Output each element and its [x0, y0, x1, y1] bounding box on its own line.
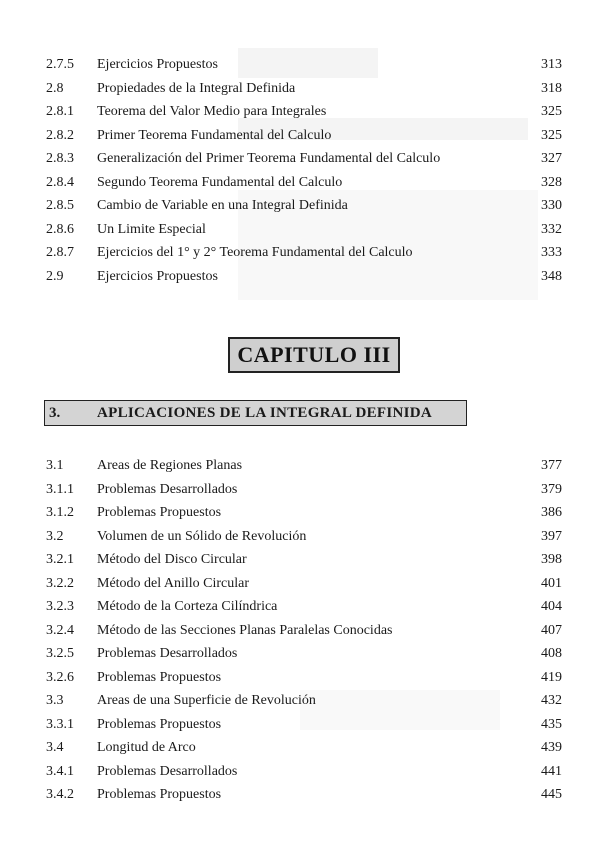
- toc-entry-page: 404: [541, 599, 562, 614]
- toc-entry: [0, 100, 600, 124]
- chapter-heading-box: [228, 337, 400, 373]
- section-title: APLICACIONES DE LA INTEGRAL DEFINIDA: [97, 404, 433, 421]
- toc-entry-title: Método de la Corteza Cilíndrica: [97, 599, 278, 614]
- toc-entry: [0, 454, 600, 478]
- toc-entry: [0, 548, 600, 572]
- toc-entry-title: Problemas Propuestos: [97, 669, 222, 685]
- toc-entry-page: 318: [541, 80, 562, 96]
- toc-entry-title: Segundo Teorema Fundamental del Calculo: [97, 174, 343, 190]
- toc-entry-number: 2.7.5: [46, 57, 74, 72]
- toc-entry-title: Generalización del Primer Teorema Fundamental del Calculo: [97, 151, 441, 166]
- toc-entry-title: Ejercicios del 1° y 2° Teorema Fundamental del Calculo: [97, 245, 413, 260]
- toc-entry-number: 3.3.1: [46, 716, 74, 732]
- chapter-heading: CAPITULO III: [237, 342, 391, 367]
- toc-entry-number: 3.2.6: [46, 669, 74, 685]
- toc-entry-number: 3.2.3: [46, 599, 74, 614]
- toc-entry-number: 2.8.2: [46, 127, 74, 143]
- toc-entry: [0, 171, 600, 195]
- toc-entry-page: 432: [541, 693, 562, 708]
- toc-entry-number: 2.8.1: [46, 104, 74, 119]
- toc-entry: [0, 218, 600, 242]
- toc-entry-title: Teorema del Valor Medio para Integrales: [97, 104, 327, 119]
- toc-entry: [0, 595, 600, 619]
- toc-entry: [0, 478, 600, 502]
- toc-entry-number: 3.1.1: [46, 481, 74, 497]
- toc-entry-number: 3.2: [46, 528, 64, 544]
- toc-entry-page: 435: [541, 716, 562, 732]
- toc-entry-number: 3.2.2: [46, 575, 74, 591]
- toc-entry: [0, 265, 600, 289]
- toc-entry-page: 397: [541, 528, 562, 544]
- toc-entry-page: 407: [541, 622, 562, 638]
- toc-entry-title: Problemas Desarrollados: [97, 646, 238, 661]
- toc-entry-page: 377: [541, 458, 562, 473]
- toc-entry-number: 3.2.5: [46, 646, 74, 661]
- toc-entry-number: 2.8.4: [46, 174, 74, 190]
- toc-entry-title: Ejercicios Propuestos: [97, 268, 218, 284]
- toc-entry-page: 330: [541, 198, 562, 213]
- toc-entry-title: Cambio de Variable en una Integral Definida: [97, 198, 348, 213]
- toc-entry-page: 325: [541, 127, 562, 143]
- toc-entry-number: 3.4.2: [46, 787, 74, 802]
- toc-entry-number: 3.2.4: [46, 622, 74, 638]
- toc-entry: [0, 525, 600, 549]
- toc-entry-title: Un Limite Especial: [97, 221, 206, 237]
- toc-entry-title: Propiedades de la Integral Definida: [97, 80, 296, 96]
- toc-entry-number: 3.4.1: [46, 763, 74, 779]
- toc-entry-page: 327: [541, 151, 562, 166]
- toc-entry-title: Método del Anillo Circular: [97, 575, 250, 591]
- toc-entry: [0, 77, 600, 101]
- toc-entry: [0, 713, 600, 737]
- toc-entry-page: 332: [541, 221, 562, 237]
- toc-entry: [0, 689, 600, 713]
- toc-entry-page: 441: [541, 763, 562, 779]
- toc-entry-title: Areas de Regiones Planas: [97, 458, 243, 473]
- toc-entry-number: 3.4: [46, 740, 64, 755]
- toc-entry-number: 3.1: [46, 458, 64, 473]
- toc-entry-page: 379: [541, 481, 562, 497]
- toc-entry-number: 2.8.6: [46, 221, 74, 237]
- toc-entry: [0, 572, 600, 596]
- toc-entry-number: 3.1.2: [46, 505, 74, 520]
- toc-entry: [0, 619, 600, 643]
- toc-entry-number: 2.8: [46, 80, 64, 96]
- toc-entry: [0, 124, 600, 148]
- toc-entry-page: 398: [541, 552, 562, 567]
- toc-entry-title: Problemas Propuestos: [97, 716, 222, 732]
- toc-entry: [0, 241, 600, 265]
- section-number: 3.: [49, 404, 61, 421]
- toc-entry-page: 313: [541, 57, 562, 72]
- toc-entry-page: 439: [541, 740, 562, 755]
- toc-entry-title: Longitud de Arco: [97, 740, 196, 755]
- toc-entry-title: Primer Teorema Fundamental del Calculo: [97, 127, 332, 143]
- toc-entry-number: 2.8.5: [46, 198, 74, 213]
- toc-list-chapter-3: [0, 454, 600, 807]
- toc-entry: [0, 53, 600, 77]
- toc-entry-page: 401: [541, 575, 562, 591]
- toc-entry: [0, 783, 600, 807]
- toc-entry-page: 328: [541, 174, 562, 190]
- toc-entry-title: Método del Disco Circular: [97, 552, 247, 567]
- toc-entry-number: 3.3: [46, 693, 64, 708]
- toc-entry-title: Método de las Secciones Planas Paralelas Conocidas: [97, 622, 393, 638]
- toc-entry-page: 408: [541, 646, 562, 661]
- toc-entry-page: 419: [541, 669, 562, 685]
- toc-entry-page: 333: [541, 245, 562, 260]
- toc-entry-title: Problemas Desarrollados: [97, 763, 238, 779]
- toc-entry-page: 325: [541, 104, 562, 119]
- toc-entry: [0, 147, 600, 171]
- toc-entry: [0, 736, 600, 760]
- toc-entry-title: Problemas Desarrollados: [97, 481, 238, 497]
- toc-entry-number: 3.2.1: [46, 552, 74, 567]
- toc-entry: [0, 666, 600, 690]
- toc-entry-number: 2.8.3: [46, 151, 74, 166]
- toc-entry-title: Ejercicios Propuestos: [97, 57, 218, 72]
- toc-entry: [0, 501, 600, 525]
- toc-entry-page: 348: [541, 268, 562, 284]
- toc-entry: [0, 760, 600, 784]
- toc-entry-title: Areas de una Superficie de Revolución: [97, 693, 316, 708]
- toc-entry-title: Problemas Propuestos: [97, 505, 222, 520]
- section-heading-bar: [44, 400, 467, 426]
- toc-entry-title: Problemas Propuestos: [97, 787, 222, 802]
- toc-entry-number: 2.9: [46, 268, 64, 284]
- toc-entry: [0, 194, 600, 218]
- toc-entry-page: 445: [541, 787, 562, 802]
- toc-entry-number: 2.8.7: [46, 245, 74, 260]
- toc-entry-title: Volumen de un Sólido de Revolución: [97, 528, 307, 544]
- toc-entry: [0, 642, 600, 666]
- toc-entry-page: 386: [541, 505, 562, 520]
- toc-list-chapter-2: [0, 53, 600, 288]
